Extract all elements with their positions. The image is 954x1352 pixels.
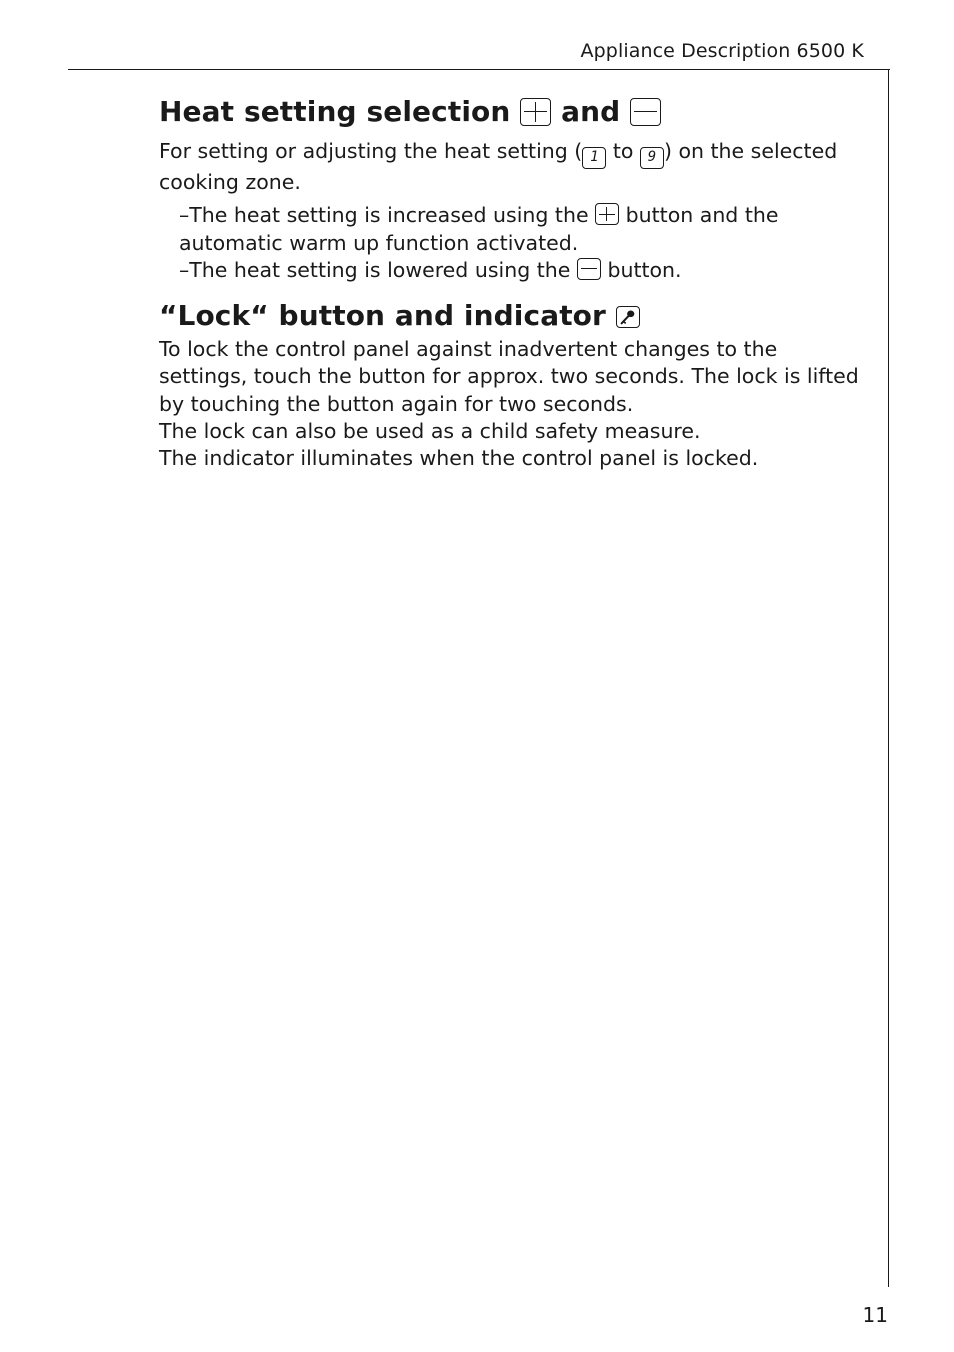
- minus-key-icon: [577, 258, 601, 280]
- bullet-lower: –The heat setting is lowered using the button.: [179, 257, 682, 282]
- minus-key-icon: [630, 98, 661, 126]
- header-rule: [68, 69, 890, 70]
- digit-1-display-icon: 1: [582, 147, 606, 169]
- lock-paragraph-2: The lock can also be used as a child safety measure.: [159, 419, 701, 444]
- digit-9-display-icon: 9: [640, 147, 664, 169]
- heading-text: “Lock“ button and indicator: [159, 299, 606, 333]
- plus-key-icon: [520, 98, 551, 126]
- bullet-increase: –The heat setting is increased using the button and the automatic warm up function activated.: [179, 203, 779, 255]
- section-heat-setting-title: [159, 92, 869, 132]
- running-header: Appliance Description 6500 K: [580, 40, 864, 62]
- lock-paragraph-3: The indicator illuminates when the control panel is locked.: [159, 446, 759, 471]
- lock-paragraph-1: To lock the control panel against inadvertent changes to the settings, touch the button for approx. two seconds. The lock is lifted by touching the button again for two seconds.: [159, 337, 859, 416]
- side-rule: [888, 69, 889, 1287]
- heading-and: and: [561, 95, 621, 128]
- heat-setting-intro: For setting or adjusting the heat setting ( 1 to 9 ) on the selected cooking zone.: [159, 139, 838, 194]
- key-lock-icon: [616, 306, 640, 328]
- page-number: 11: [862, 1303, 888, 1327]
- page-content: [159, 92, 869, 473]
- heading-text: Heat setting selection: [159, 95, 511, 128]
- section-lock-title: [159, 296, 869, 336]
- plus-key-icon: [595, 203, 619, 225]
